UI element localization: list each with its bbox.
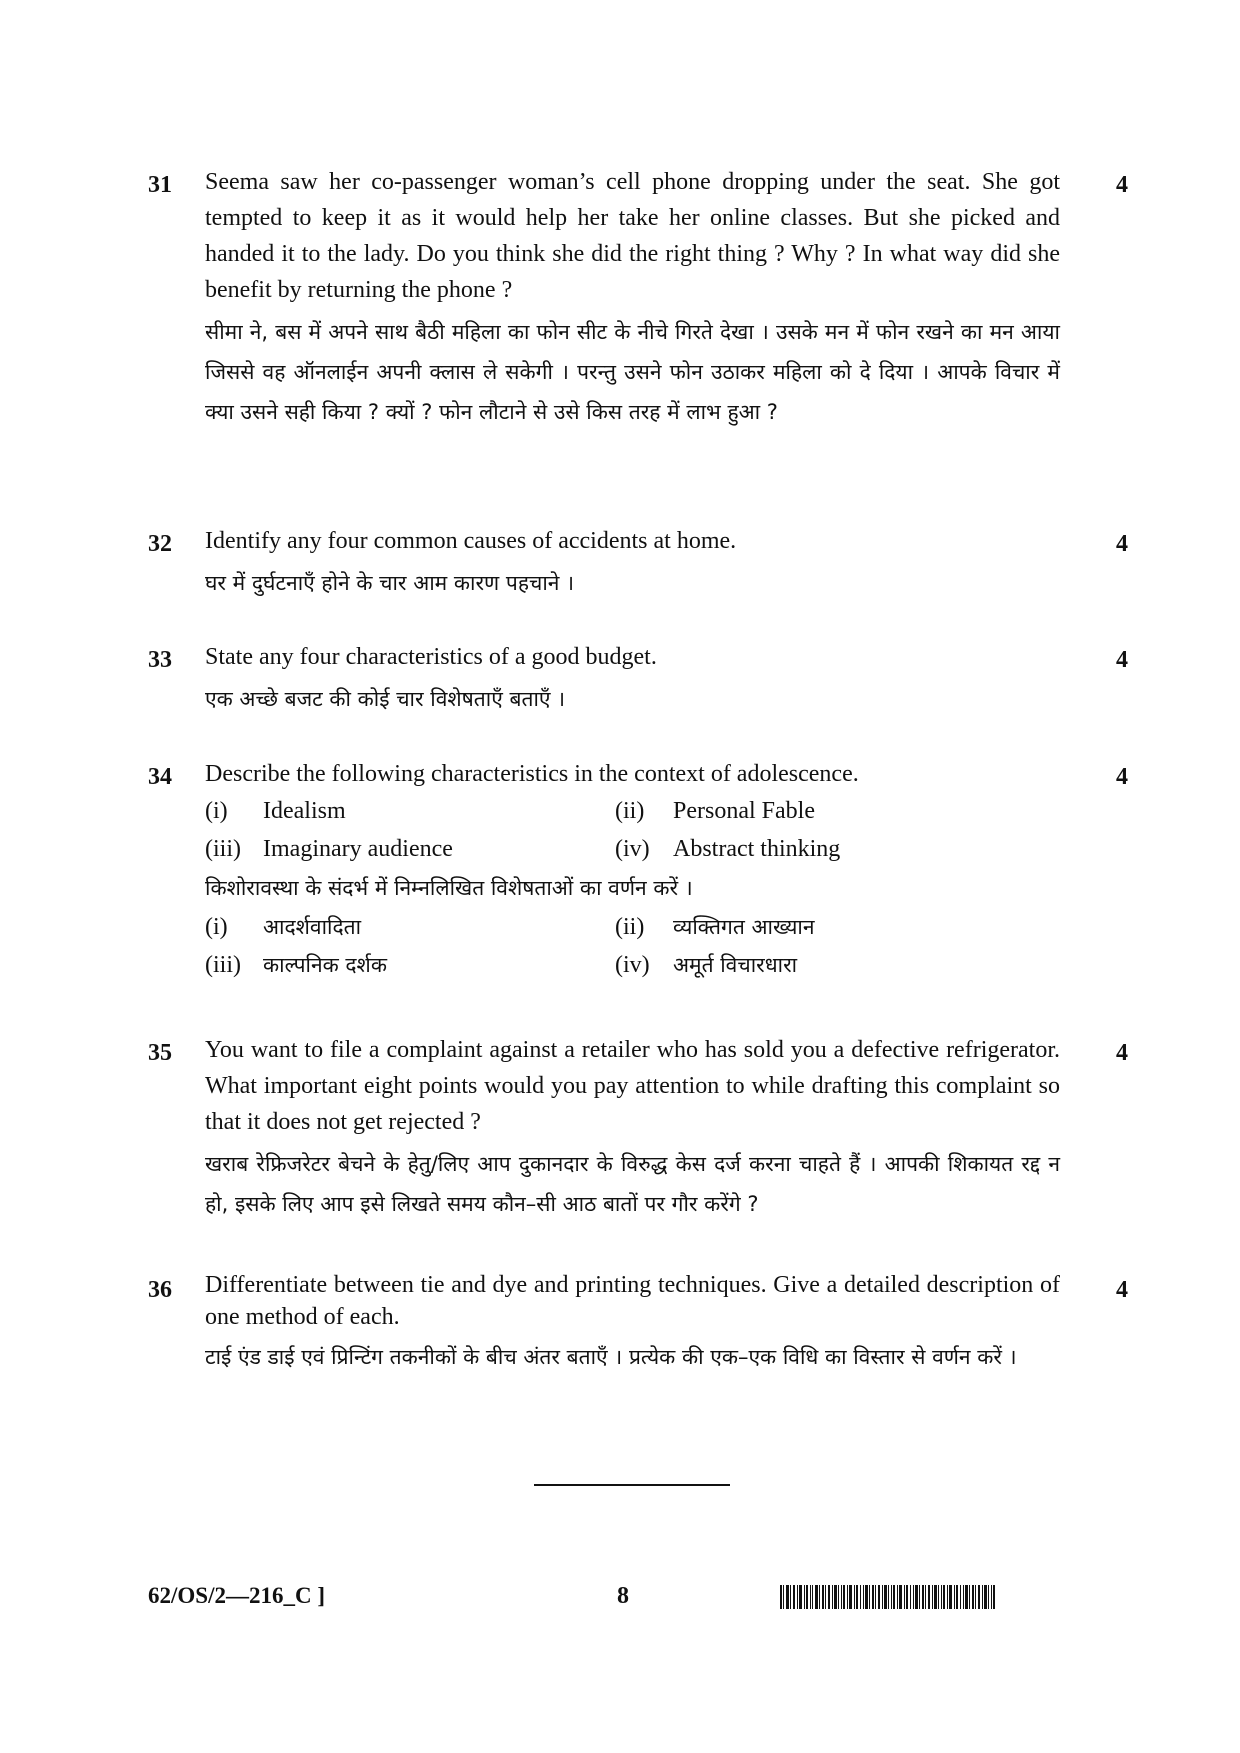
question-body — [205, 1269, 1060, 1377]
question-text-hindi: टाई एंड डाई एवं प्रिन्टिंग तकनीकों के बीच अंतर बताएँ । प्रत्येक की एक–एक विधि का विस्तार से वर्णन करें । — [205, 1345, 1017, 1369]
question-marks: 4 — [1116, 1040, 1128, 1066]
question-number: 35 — [148, 1040, 172, 1066]
question-text-english: Differentiate between tie and dye and printing techniques. Give a detailed description of one method of each. — [205, 1272, 1060, 1330]
option-ii: (ii) Personal Fable — [615, 798, 815, 824]
page-number: 8 — [617, 1583, 629, 1609]
options-hindi-row-2 — [205, 946, 1060, 984]
question-text-hindi: घर में दुर्घटनाएँ होने के चार आम कारण पहचाने । — [205, 571, 575, 595]
question-text-english: You want to file a complaint against a retailer who has sold you a defective refrigerator. What important eight points would you pay attention to while drafting this complaint so that it does not get rejected ? — [205, 1037, 1060, 1135]
question-marks: 4 — [1116, 647, 1128, 673]
option-hindi-iii: (iii) काल्पनिक दर्शक — [205, 952, 387, 978]
question-text-hindi: किशोरावस्था के संदर्भ में निम्नलिखित विशेषताओं का वर्णन करें । — [205, 876, 693, 900]
question-text-hindi: एक अच्छे बजट की कोई चार विशेषताएँ बताएँ । — [205, 687, 566, 711]
barcode — [780, 1585, 995, 1609]
question-marks: 4 — [1116, 764, 1128, 790]
question-text-english: Seema saw her co-passenger woman’s cell phone dropping under the seat. She got tempted to keep it as it would help her take her online classes. But she picked and handed it to the lady. Do you think she did the right thing ? Why ? In what way did she benefit by returning the phone ? — [205, 169, 1060, 303]
question-text-english: Identify any four common causes of accidents at home. — [205, 528, 737, 554]
question-marks: 4 — [1116, 1277, 1128, 1303]
option-iv: (iv) Abstract thinking — [615, 836, 841, 862]
question-marks: 4 — [1116, 172, 1128, 198]
question-number: 31 — [148, 172, 172, 198]
question-body — [205, 639, 1060, 719]
options-hindi-row-1 — [205, 908, 1060, 946]
question-number: 33 — [148, 647, 172, 673]
question-body — [205, 164, 1060, 432]
question-number: 36 — [148, 1277, 172, 1303]
question-body — [205, 756, 1060, 984]
question-number: 34 — [148, 764, 172, 790]
question-number: 32 — [148, 531, 172, 557]
question-marks: 4 — [1116, 531, 1128, 557]
end-rule — [534, 1484, 730, 1486]
option-hindi-i: (i) आदर्शवादिता — [205, 914, 362, 940]
option-hindi-iv: (iv) अमूर्त विचारधारा — [615, 952, 798, 978]
option-iii: (iii) Imaginary audience — [205, 836, 453, 862]
question-text-hindi: खराब रेफ्रिजरेटर बेचने के हेतु/लिए आप दुकानदार के विरुद्ध केस दर्ज करना चाहते हैं । आपकी शिकायत रद्द न हो, इसके लिए आप इसे लिखते समय कौन–सी आठ बातों पर गौर करेंगे ? — [205, 1152, 1060, 1216]
question-body — [205, 1032, 1060, 1224]
question-text-hindi: सीमा ने, बस में अपने साथ बैठी महिला का फोन सीट के नीचे गिरते देखा । उसके मन में फोन रखने का मन आया जिससे वह ऑनलाईन अपनी क्लास ले सकेगी । परन्तु उसने फोन उठाकर महिला को दे दिया । आपके विचार में क्या उसने सही किया ? क्यों ? फोन लौटाने से उसे किस तरह में लाभ हुआ ? — [205, 320, 1060, 424]
options-english-row-1 — [205, 792, 1060, 830]
option-i: (i) Idealism — [205, 798, 346, 824]
options-english-row-2 — [205, 830, 1060, 868]
option-hindi-ii: (ii) व्यक्तिगत आख्यान — [615, 914, 815, 940]
question-body — [205, 523, 1060, 603]
question-text-english: State any four characteristics of a good budget. — [205, 644, 657, 670]
question-text-english: Describe the following characteristics in the context of adolescence. — [205, 761, 859, 787]
paper-code: 62/OS/2—216_C ] — [148, 1583, 325, 1608]
